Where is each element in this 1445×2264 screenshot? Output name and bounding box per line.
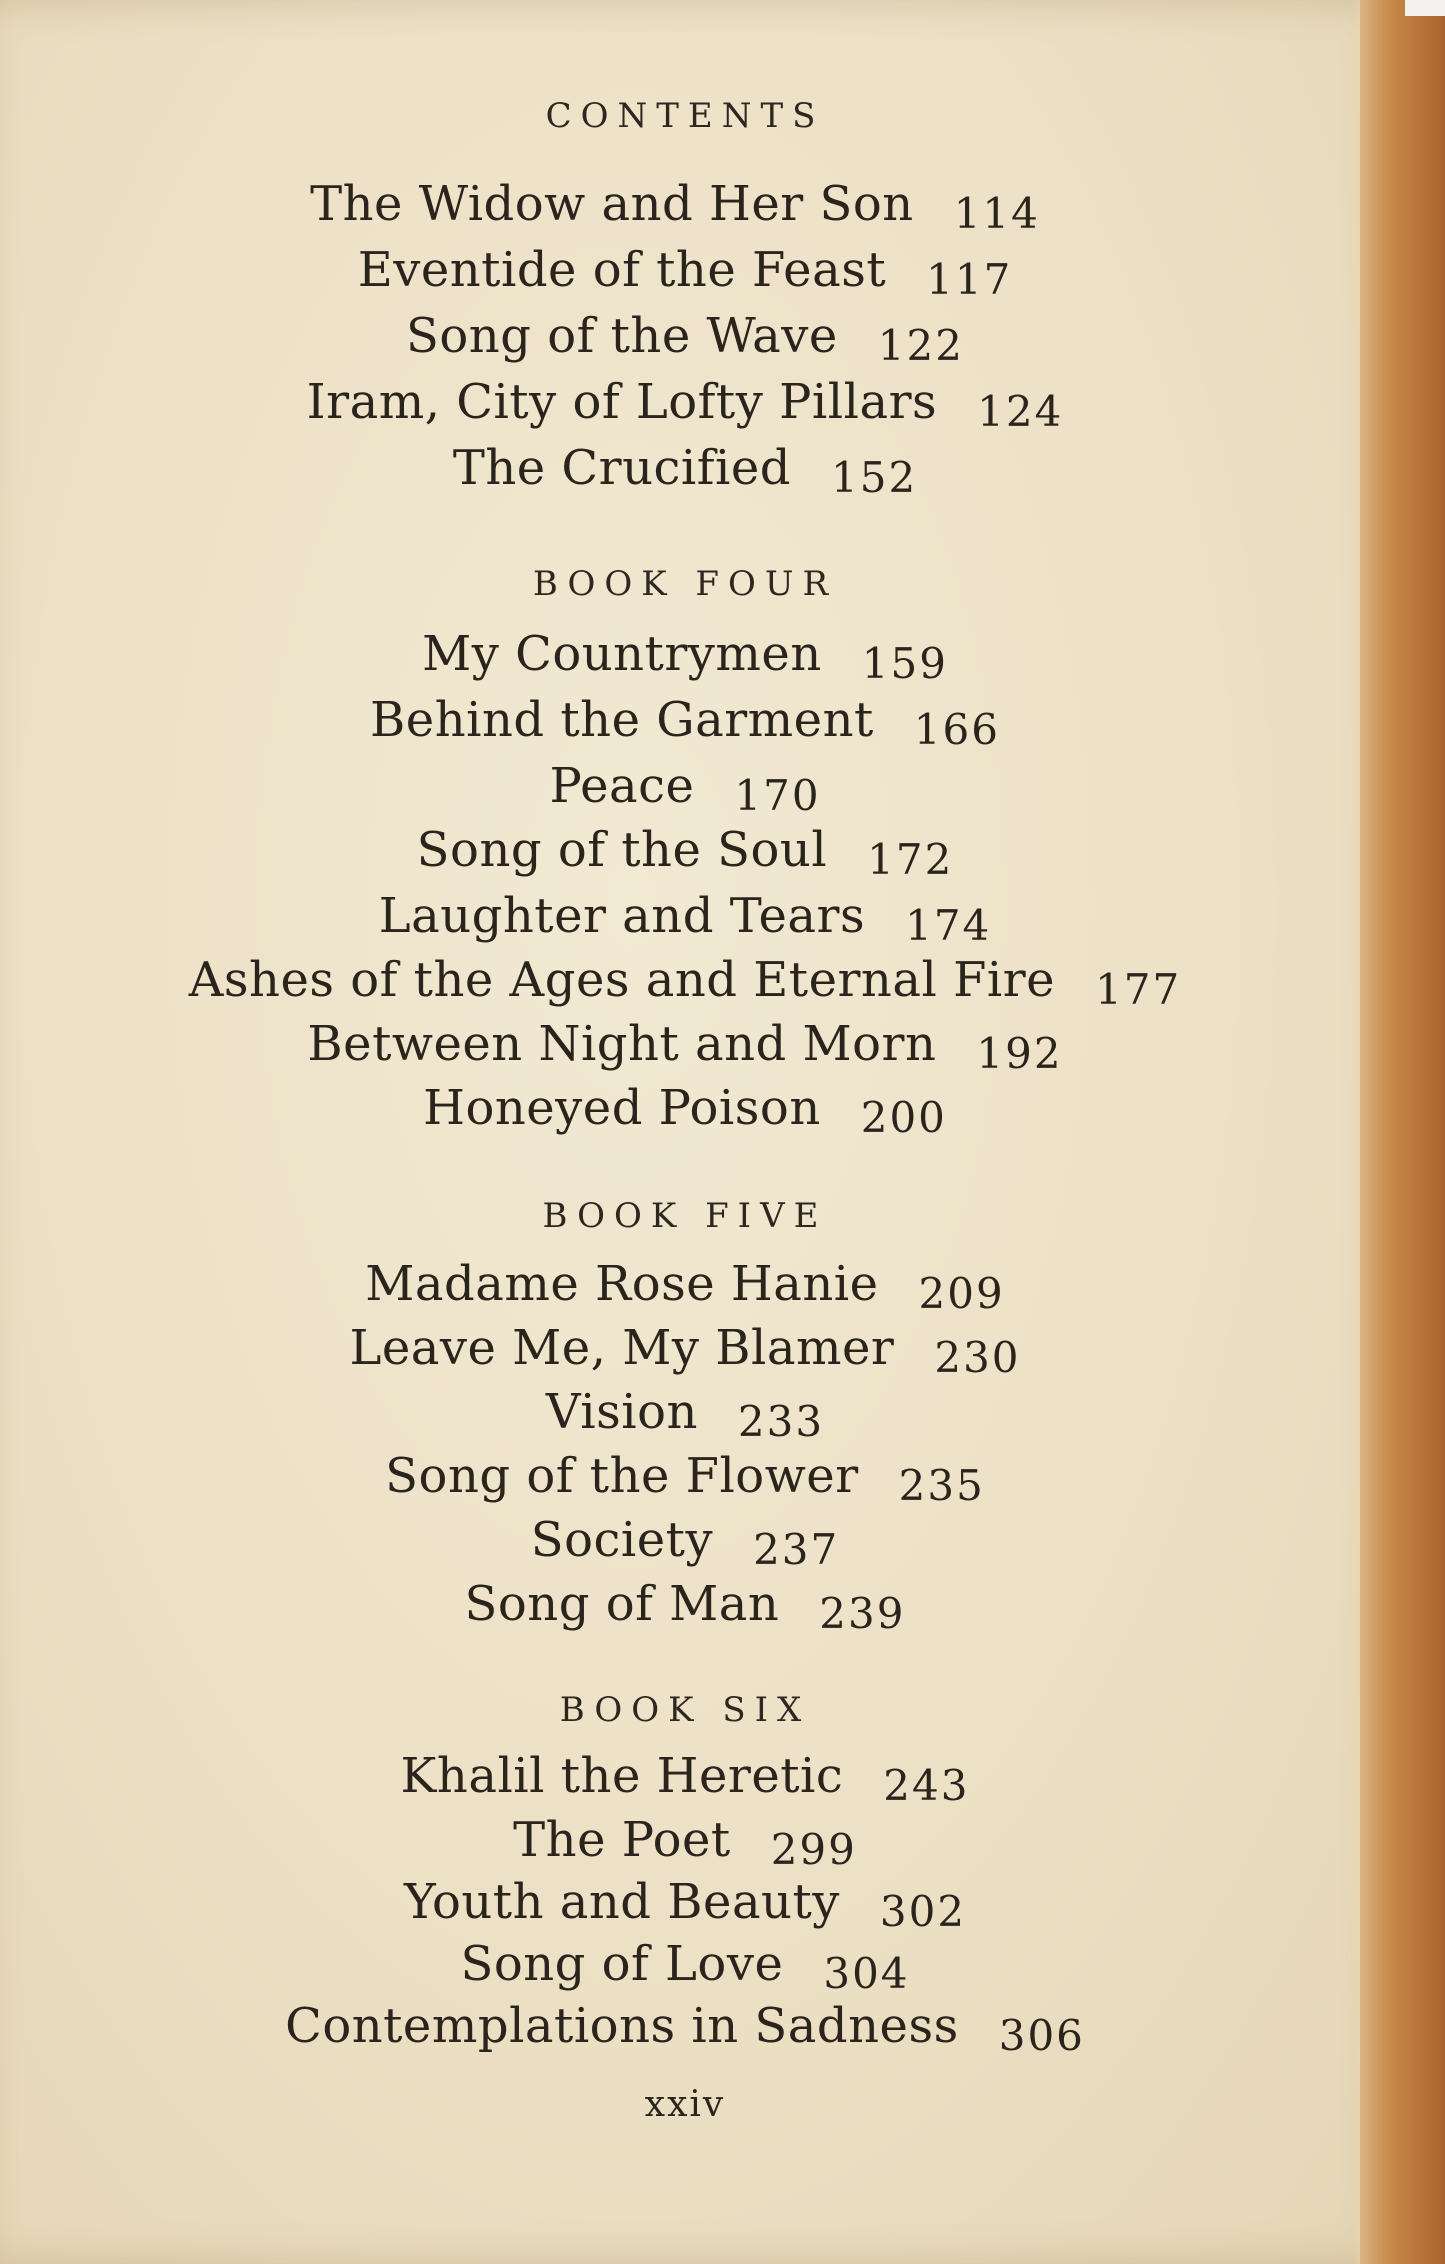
section-heading: BOOK FIVE [542,1196,828,1236]
toc-entry [0,440,1370,502]
toc-entry-title: The Widow and Her Son [310,176,914,232]
toc-entry-page: 243 [883,1761,970,1810]
toc-entry [0,1080,1370,1142]
toc-entry-title: Behind the Garment [370,692,874,748]
section-heading: BOOK FOUR [532,564,838,604]
toc-entry-page: 302 [879,1887,967,1936]
toc-entry-title: The Poet [513,1812,731,1868]
toc-entry-title: My Countrymen [422,626,822,682]
toc-entry-page: 122 [877,321,964,370]
toc-entry [0,1256,1370,1318]
toc-entry-title: Vision [545,1384,698,1440]
toc-entry [0,176,1360,238]
toc-entry [0,758,1370,820]
toc-entry-title: Contemplations in Sadness [285,1998,959,2054]
toc-entry [0,1448,1370,1510]
toc-entry-title: Song of the Flower [385,1448,859,1504]
toc-entry-page: 159 [861,639,948,688]
toc-entry [0,308,1370,370]
section-heading: BOOK SIX [559,1690,811,1730]
toc-entry [0,692,1370,754]
toc-entry-title: Between Night and Morn [307,1016,937,1072]
toc-entry-title: Honeyed Poison [423,1080,821,1136]
toc-entry-page: 124 [977,387,1064,436]
toc-entry-page: 235 [898,1461,985,1510]
toc-entry-page: 172 [867,835,954,884]
toc-entry-page: 237 [753,1525,840,1574]
page-folio: xxiv [644,2084,726,2125]
toc-entry [0,888,1370,950]
toc-entry-title: Youth and Beauty [403,1874,840,1930]
toc-entry-title: Eventide of the Feast [357,242,887,298]
toc-entry-page: 114 [953,189,1040,238]
toc-entry-title: Peace [549,758,695,814]
toc-entry-page: 239 [819,1589,906,1638]
toc-entry [0,1576,1370,1638]
toc-entry-page: 174 [905,901,992,950]
toc-entry [0,1512,1370,1574]
toc-entry-page: 306 [998,2011,1085,2060]
toc-entry-title: Madame Rose Hanie [365,1256,879,1312]
background-corner [1405,0,1445,16]
toc-entry-title: Ashes of the Ages and Eternal Fire [188,952,1056,1008]
toc-entry [0,1812,1370,1874]
toc-entry [0,1998,1370,2060]
toc-entry-page: 233 [737,1397,825,1446]
toc-entry-page: 304 [823,1949,910,1998]
toc-entry-page: 200 [860,1093,947,1142]
toc-entry-title: Laughter and Tears [378,888,866,944]
toc-entry-title: Song of the Wave [406,308,838,364]
toc-entry-title: Khalil the Heretic [400,1748,844,1804]
toc-entry-page: 192 [976,1029,1063,1078]
toc-entry [0,1384,1370,1446]
page-title: CONTENTS [545,96,825,136]
toc-entry [0,1936,1370,1998]
toc-entry-title: Song of the Soul [416,822,828,878]
toc-entry [0,952,1370,1014]
toc-entry [0,1748,1370,1810]
toc-entry [0,1874,1370,1936]
toc-entry-page: 166 [913,705,1000,754]
toc-entry-page: 230 [934,1333,1021,1382]
toc-entry-page: 117 [926,255,1013,304]
toc-entry-title: The Crucified [452,440,791,496]
toc-entry-page: 170 [734,771,821,820]
toc-entry [0,626,1370,688]
toc-entry [0,822,1370,884]
toc-entry [0,242,1370,304]
book-page-edge [1360,0,1445,2264]
toc-entry-page: 177 [1095,965,1182,1014]
toc-entry-title: Leave Me, My Blamer [349,1320,895,1376]
toc-entry-title: Song of Love [460,1936,784,1992]
toc-entry-title: Song of Man [464,1576,780,1632]
toc-entry [0,374,1370,436]
toc-entry-title: Society [530,1512,714,1568]
toc-entry-title: Iram, City of Lofty Pillars [306,374,938,430]
toc-entry-page: 152 [831,453,918,502]
toc-entry [0,1016,1370,1078]
toc-entry-page: 209 [918,1269,1005,1318]
toc-entry [0,1320,1370,1382]
toc-entry-page: 299 [770,1825,857,1874]
